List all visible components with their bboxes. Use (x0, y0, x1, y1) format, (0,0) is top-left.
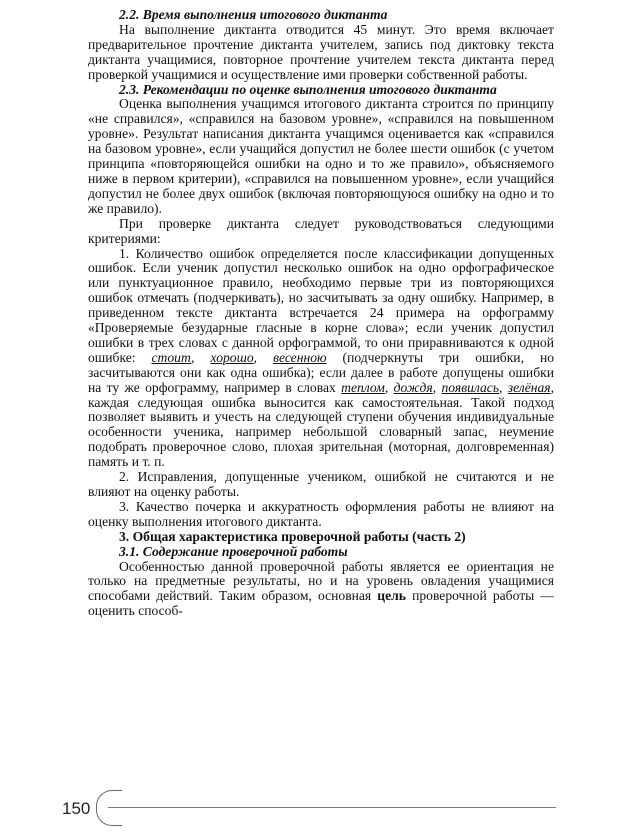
criterion-1: 1. Количество ошибок определяется после классификации допущенных ошибок. Если ученик допустил несколько ошибок на одно орфографическое или пунктуационное правило, необходимо первые три из повторяющихся ошибок отмечать (подчеркивать), но засчитывать за одну ошибку. Например, в приведенном тексте диктанта встречается 24 примера на орфограмму «Проверяемые безударные гласные в корне слова»; если ученик допустил ошибки в трех словах с данной орфограммой, то они приравниваются к одной ошибке: стоит, хорошо, весенною (подчеркнуты три ошибки, но засчитываются они как одна ошибка); если далее в работе допущены ошибки на ту же орфограмму, например в словах теплом, дождя, появилась, зелёная, каждая следующая ошибка выносится как самостоятельная. Такой подход позволяет выявить и учесть на следующей ступени обучения индивидуальные особенности ученика, например небольшой словарный запас, неумение подобрать проверочное слово, плохая зрительная (моторная, долговременная) память и т. п. (88, 245, 555, 470)
example-word-poyavilas: появилась (441, 379, 500, 395)
section-3-1-paragraph (88, 560, 554, 620)
example-word-vesennoyu: весенною (273, 349, 327, 365)
criterion-1-text-a: 1. Количество ошибок определяется после классификации допущенных ошибок. Если ученик допустил несколько ошибок на одно орфографическое или пунктуационное правило, необходимо первые три из повторяющихся ошибок отмечать (подчеркивать), но засчитывать за одну ошибку. Например, в приведенном тексте диктанта встречается 24 примера на орфограмму «Проверяемые безударные гласные в корне слова»; если ученик допустил ошибки в трех словах с данной орфограммой, то они приравниваются к одной ошибке: (88, 245, 554, 365)
example-word-teplom: теплом (341, 379, 385, 395)
criterion-1-text-c: каждая следующая ошибка выносится как самостоятельная. Такой подход позволяет выявить и учесть на следующей ступени обучения индивидуальные особенности ученика, например небольшой словарный запас, неумение подобрать проверочное слово, плохая зрительная (моторная, долговременная) память и т. п. (88, 394, 554, 470)
example-word-zelenaya: зелёная (507, 379, 551, 395)
footer-rule (108, 807, 556, 808)
section-2-2-paragraph: На выполнение диктанта отводится 45 минут. Это время включает предварительное прочтение диктанта учителем, запись под диктовку текста диктанта учащимися, повторное прочтение учителем текста диктанта перед проверкой учащимися и осуществление ими проверки собственной работы. (88, 21, 554, 82)
criterion-1-text-b: (подчеркнуты три ошибки, но засчитываются они как одна ошибка); если далее в работе допущены ошибки на ту же орфограмму, например в словах (88, 349, 555, 395)
section-3-1-heading: 3.1. Содержание проверочной работы (119, 543, 348, 559)
section-2-3-heading: 2.3. Рекомендации по оценке выполнения итогового диктанта (119, 81, 497, 97)
page-footer (0, 790, 626, 826)
section-2-3-paragraph-2: При проверке диктанта следует руководствоваться следующими критериями: (88, 215, 554, 246)
page-number-bracket (96, 790, 122, 826)
criterion-2: 2. Исправления, допущенные учеником, ошибкой не считаются и не влияют на оценку работы. (88, 469, 554, 499)
page-text (88, 8, 554, 619)
example-word-stoit: стоит (151, 349, 192, 365)
criterion-3: 3. Качество почерка и аккуратность оформления работы не влияют на оценку выполнения итогового диктанта. (88, 498, 554, 529)
section-2-3-paragraph-1: Оценка выполнения учащимся итогового диктанта строится по принципу «не справился», «справился на базовом уровне», «справился на повышенном уровне». Результат написания диктанта учащимся оценивается как «справился на базовом уровне», если учащийся допустил не более шести ошибок (с учетом принципа «повторяющейся ошибки на одно и то же правило», объясняемого ниже в первом критерии), «справился на повышенном уровне», если учащийся допустил не более двух ошибок (включая повторяющуюся ошибку на одно и то же правило). (88, 96, 554, 216)
example-word-dozhdya: дождя (393, 379, 433, 395)
section-3-1-text-b: проверочной работы — оценить способ- (88, 588, 554, 619)
section-3-1-text-a: Особенностью данной проверочной работы является ее ориентация не только на предметные результаты, но и на уровень овладения учащимися способами действий. Таким образом, основная (88, 558, 554, 604)
section-3-heading: 3. Общая характеристика проверочной работы (часть 2) (119, 528, 466, 544)
example-word-khorosho: хорошо (210, 349, 254, 365)
page-number: 150 (62, 799, 91, 818)
goal-word: цель (377, 588, 406, 604)
section-2-2-heading: 2.2. Время выполнения итогового диктанта (119, 7, 388, 22)
